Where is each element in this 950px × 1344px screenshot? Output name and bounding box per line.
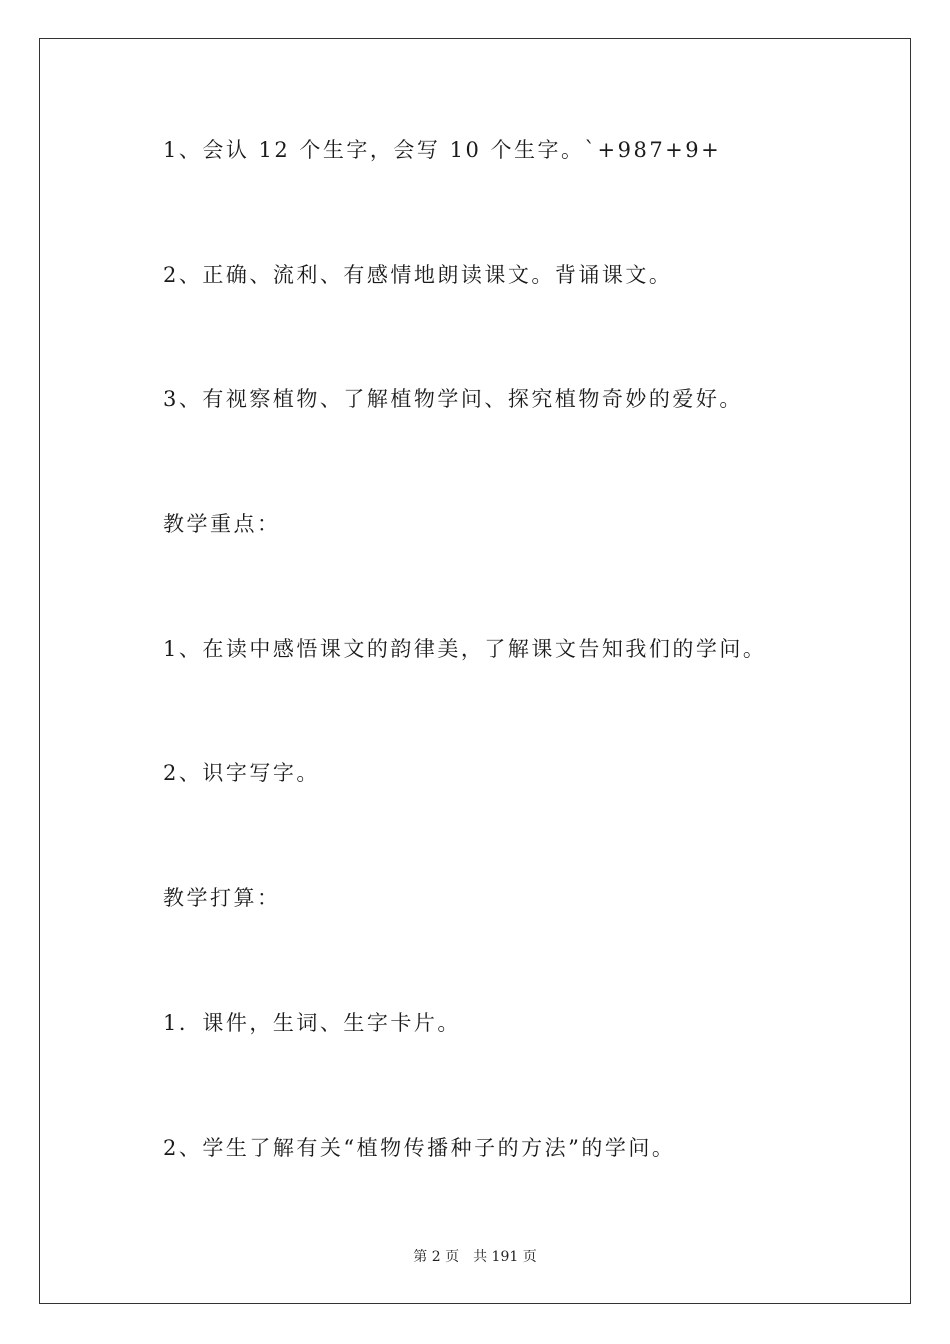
preparation-line-2: 2、学生了解有关“植物传播种子的方法”的学问。: [163, 1136, 676, 1160]
key-point-line-2: 2、识字写字。: [163, 761, 320, 785]
objective-line-2: 2、正确、流利、有感情地朗读课文。背诵课文。: [163, 263, 673, 287]
total-pages: 共 191 页: [473, 1249, 537, 1265]
key-point-line-1: 1、在读中感悟课文的韵律美，了解课文告知我们的学问。: [163, 637, 767, 661]
page-number: 第 2 页: [413, 1249, 460, 1265]
preparation-line-1: 1．课件，生词、生字卡片。: [163, 1011, 461, 1035]
section-heading-key-points: 教学重点：: [163, 512, 281, 536]
page-footer: [0, 1248, 950, 1266]
objective-line-3: 3、有视察植物、了解植物学问、探究植物奇妙的爱好。: [163, 387, 743, 411]
page-border: [39, 38, 911, 1304]
section-heading-preparation: 教学打算：: [163, 886, 281, 910]
objective-line-1: 1、会认 12 个生字，会写 10 个生字。`+987+9+: [163, 138, 722, 162]
